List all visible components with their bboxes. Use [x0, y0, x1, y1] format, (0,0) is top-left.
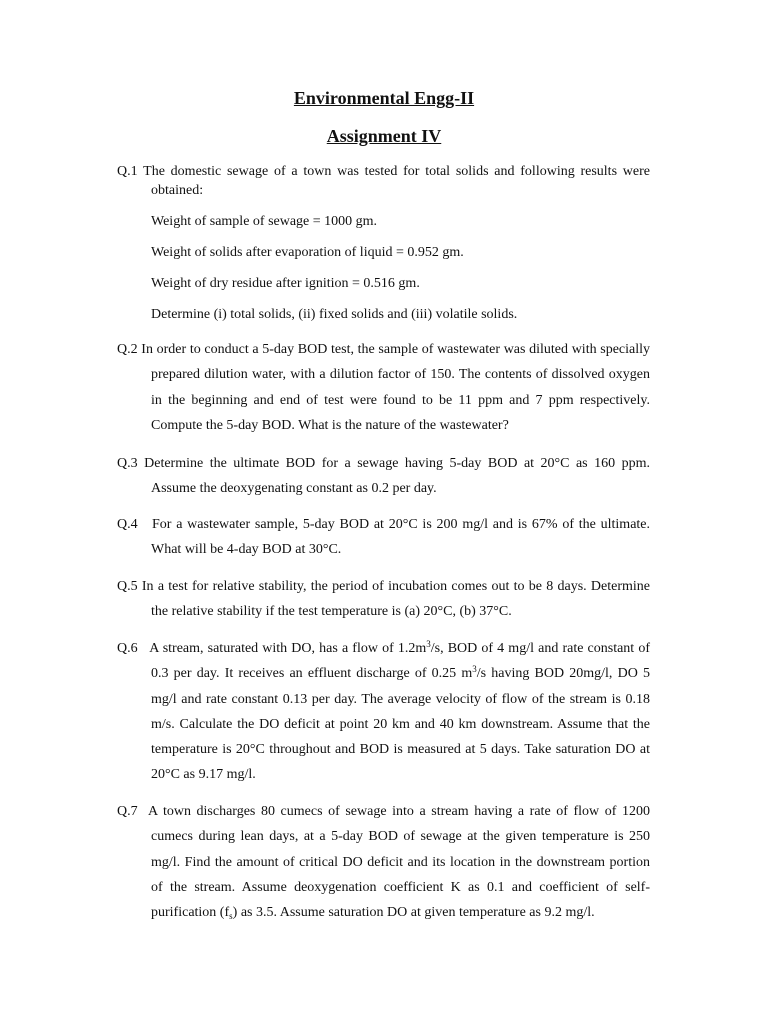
question-1-item: Weight of sample of sewage = 1000 gm. — [151, 214, 378, 229]
question-6 — [117, 636, 650, 788]
question-body: The domestic sewage of a town was tested for total solids and following results were obtained: — [143, 164, 650, 198]
question-number: Q.2 — [117, 342, 138, 357]
question-body-part: /s, BOD of 4 mg/l and rate constant of 0.3 per day. It receives an effluent discharge of 0.25 m — [151, 641, 650, 682]
question-1-text — [117, 162, 650, 200]
question-number: Q.4 — [117, 517, 138, 532]
question-5 — [117, 574, 650, 625]
question-1 — [117, 162, 650, 324]
question-2 — [117, 337, 650, 438]
question-4 — [117, 512, 650, 563]
question-1-item: Weight of dry residue after ignition = 0.516 gm. — [151, 276, 420, 291]
question-number: Q.1 — [117, 164, 138, 179]
question-7 — [117, 799, 650, 925]
question-number: Q.7 — [117, 804, 138, 819]
question-body: In a test for relative stability, the period of incubation comes out to be 8 days. Determine the relative stability if the test temperature is (a) 20°C, (b) 37°C. — [141, 579, 650, 620]
question-number: Q.5 — [117, 579, 138, 594]
question-1-item: Weight of solids after evaporation of liquid = 0.952 gm. — [151, 245, 464, 260]
question-body: Determine the ultimate BOD for a sewage having 5-day BOD at 20°C as 160 ppm. Assume the deoxygenating constant as 0.2 per day. — [144, 456, 650, 497]
question-body-part: ) as 3.5. Assume saturation DO at given temperature as 9.2 mg/l. — [232, 905, 595, 921]
question-number: Q.6 — [117, 641, 138, 656]
question-body-part: A town discharges 80 cumecs of sewage into a stream having a rate of flow of 1200 cumecs during lean days, at a 5-day BOD of sewage at the given temperature is 250 mg/l. Find the amount of critical DO deficit and its location in the downstream portion of the stream. Assume deoxygenation coefficient K as 0.1 and coefficient of self-purification (f — [148, 804, 650, 921]
course-title: Environmental Engg-II — [293, 88, 475, 108]
question-body: In order to conduct a 5-day BOD test, the sample of wastewater was diluted with specially prepared dilution water, with a dilution factor of 150. The contents of dissolved oxygen in the beginning and end of test were found to be 11 ppm and 7 ppm respectively. Compute the 5-day BOD. What is the nature of the wastewater? — [141, 342, 651, 433]
subscript: s — [229, 911, 233, 922]
assignment-title: Assignment IV — [326, 126, 442, 146]
question-body-part: A stream, saturated with DO, has a flow of 1.2m — [149, 641, 427, 656]
question-number: Q.3 — [117, 456, 138, 471]
superscript: 3 — [426, 639, 431, 649]
question-body-part: /s having BOD 20mg/l, DO 5 mg/l and rate constant 0.13 per day. The average velocity of flow of the stream is 0.18 m/s. Calculate the DO deficit at point 20 km and 40 km downstream. Assume that the temperature is 20°C throughout and BOD is measured at 5 days. Take saturation DO at 20°C as 9.17 mg/l. — [151, 666, 650, 783]
superscript: 3 — [472, 664, 477, 675]
question-body: For a wastewater sample, 5-day BOD at 20°C is 200 mg/l and is 67% of the ultimate. What will be 4-day BOD at 30°C. — [151, 517, 651, 558]
question-3 — [117, 451, 650, 502]
question-1-item: Determine (i) total solids, (ii) fixed solids and (iii) volatile solids. — [151, 307, 518, 322]
